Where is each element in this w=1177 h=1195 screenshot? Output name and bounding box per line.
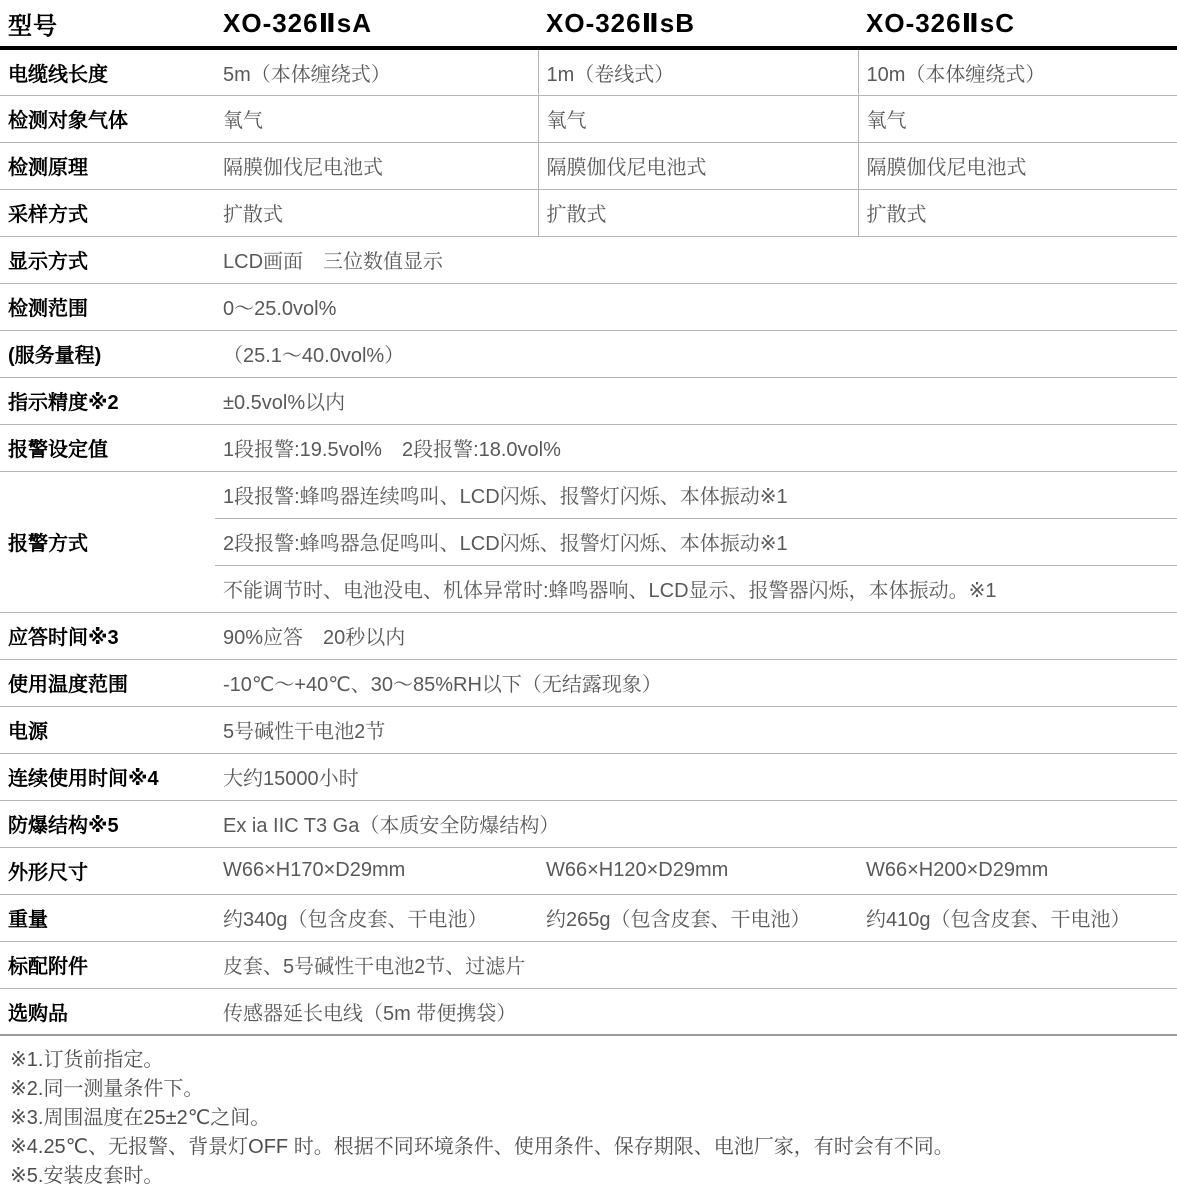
row-label-standard-accessories: 标配附件 xyxy=(0,941,215,988)
value-accuracy: ±0.5vol%以内 xyxy=(215,377,1177,424)
table-row-continuous-use xyxy=(0,753,1177,800)
table-row-response-time xyxy=(0,612,1177,659)
value-response-time: 90%应答 20秒以内 xyxy=(215,612,1177,659)
table-row-explosion-proof xyxy=(0,800,1177,847)
row-label-continuous-use: 连续使用时间※4 xyxy=(0,753,215,800)
value-display-method: LCD画面 三位数值显示 xyxy=(215,236,1177,283)
row-label-optional-item: 选购品 xyxy=(0,988,215,1035)
footnote-5: ※5.安装皮套时。 xyxy=(10,1165,164,1187)
row-label-service-range: (服务量程) xyxy=(0,330,215,377)
table-row-alarm-method-1 xyxy=(0,471,1177,518)
value-weight-b: 约265g（包含皮套、干电池） xyxy=(538,894,858,941)
value-service-range: （25.1～40.0vol%） xyxy=(215,330,1177,377)
row-label-detection-principle: 检测原理 xyxy=(0,142,215,189)
row-label-sampling-method: 采样方式 xyxy=(0,189,215,236)
value-detection-principle-a: 隔膜伽伐尼电池式 xyxy=(215,142,538,189)
table-row-service-range xyxy=(0,330,1177,377)
value-weight-c: 约410g（包含皮套、干电池） xyxy=(858,894,1177,941)
table-row-cable-length xyxy=(0,48,1177,95)
value-operating-temp: -10℃～+40℃、30～85%RH以下（无结露现象） xyxy=(215,659,1177,706)
value-detection-principle-b: 隔膜伽伐尼电池式 xyxy=(538,142,858,189)
value-detection-range: 0～25.0vol% xyxy=(215,283,1177,330)
footnote-4: ※4.25℃、无报警、背景灯OFF 时。根据不同环境条件、使用条件、保存期限、电池厂家，有时会有不同。 xyxy=(10,1136,954,1158)
value-cable-length-c: 10m（本体缠绕式） xyxy=(858,48,1177,95)
value-alarm-method-2: 2段报警:蜂鸣器急促鸣叫、LCD闪烁、报警灯闪烁、本体振动※1 xyxy=(215,518,1177,565)
header-model-a: XO-326ⅡsA xyxy=(215,0,538,48)
value-alarm-method-3: 不能调节时、电池没电、机体异常时:蜂鸣器响、LCD显示、报警器闪烁，本体振动。※1 xyxy=(215,565,1177,612)
value-explosion-proof: Ex ia IIC T3 Ga（本质安全防爆结构） xyxy=(215,800,1177,847)
header-model-c: XO-326ⅡsC xyxy=(858,0,1177,48)
header-row xyxy=(0,0,1177,48)
row-label-operating-temp: 使用温度范围 xyxy=(0,659,215,706)
row-label-explosion-proof: 防爆结构※5 xyxy=(0,800,215,847)
table-row-dimensions xyxy=(0,847,1177,894)
header-model-b: XO-326ⅡsB xyxy=(538,0,858,48)
row-label-weight: 重量 xyxy=(0,894,215,941)
table-row-detection-principle xyxy=(0,142,1177,189)
table-row-alarm-setpoint xyxy=(0,424,1177,471)
value-target-gas-a: 氧气 xyxy=(215,95,538,142)
value-dimensions-c: W66×H200×D29mm xyxy=(858,847,1177,894)
value-standard-accessories: 皮套、5号碱性干电池2节、过滤片 xyxy=(215,941,1177,988)
table-row-accuracy xyxy=(0,377,1177,424)
row-label-power: 电源 xyxy=(0,706,215,753)
table-row-detection-range xyxy=(0,283,1177,330)
table-row-target-gas xyxy=(0,95,1177,142)
value-optional-item: 传感器延长电线（5m 带便携袋） xyxy=(215,988,1177,1035)
value-alarm-method-1: 1段报警:蜂鸣器连续鸣叫、LCD闪烁、报警灯闪烁、本体振动※1 xyxy=(215,471,1177,518)
value-cable-length-a: 5m（本体缠绕式） xyxy=(215,48,538,95)
value-alarm-setpoint: 1段报警:19.5vol% 2段报警:18.0vol% xyxy=(215,424,1177,471)
row-label-alarm-method: 报警方式 xyxy=(0,471,215,612)
footnote-3: ※3.周围温度在25±2℃之间。 xyxy=(10,1107,271,1129)
value-dimensions-a: W66×H170×D29mm xyxy=(215,847,538,894)
footnote-1: ※1.订货前指定。 xyxy=(10,1049,164,1071)
row-label-accuracy: 指示精度※2 xyxy=(0,377,215,424)
value-target-gas-b: 氧气 xyxy=(538,95,858,142)
row-label-response-time: 应答时间※3 xyxy=(0,612,215,659)
footnote-2: ※2.同一测量条件下。 xyxy=(10,1078,204,1100)
value-sampling-method-a: 扩散式 xyxy=(215,189,538,236)
row-label-cable-length: 电缆线长度 xyxy=(0,48,215,95)
table-row-optional-item xyxy=(0,988,1177,1035)
row-label-dimensions: 外形尺寸 xyxy=(0,847,215,894)
row-label-detection-range: 检测范围 xyxy=(0,283,215,330)
value-sampling-method-b: 扩散式 xyxy=(538,189,858,236)
row-label-alarm-setpoint: 报警设定值 xyxy=(0,424,215,471)
table-row-operating-temp xyxy=(0,659,1177,706)
footnotes xyxy=(0,1036,1177,1191)
value-dimensions-b: W66×H120×D29mm xyxy=(538,847,858,894)
header-model-label: 型号 xyxy=(0,0,215,48)
table-row-sampling-method xyxy=(0,189,1177,236)
row-label-target-gas: 检测对象气体 xyxy=(0,95,215,142)
table-row-standard-accessories xyxy=(0,941,1177,988)
table-row-power xyxy=(0,706,1177,753)
value-weight-a: 约340g（包含皮套、干电池） xyxy=(215,894,538,941)
table-row-display-method xyxy=(0,236,1177,283)
value-sampling-method-c: 扩散式 xyxy=(858,189,1177,236)
value-cable-length-b: 1m（卷线式） xyxy=(538,48,858,95)
value-power: 5号碱性干电池2节 xyxy=(215,706,1177,753)
table-row-weight xyxy=(0,894,1177,941)
value-target-gas-c: 氧气 xyxy=(858,95,1177,142)
row-label-display-method: 显示方式 xyxy=(0,236,215,283)
value-continuous-use: 大约15000小时 xyxy=(215,753,1177,800)
value-detection-principle-c: 隔膜伽伐尼电池式 xyxy=(858,142,1177,189)
